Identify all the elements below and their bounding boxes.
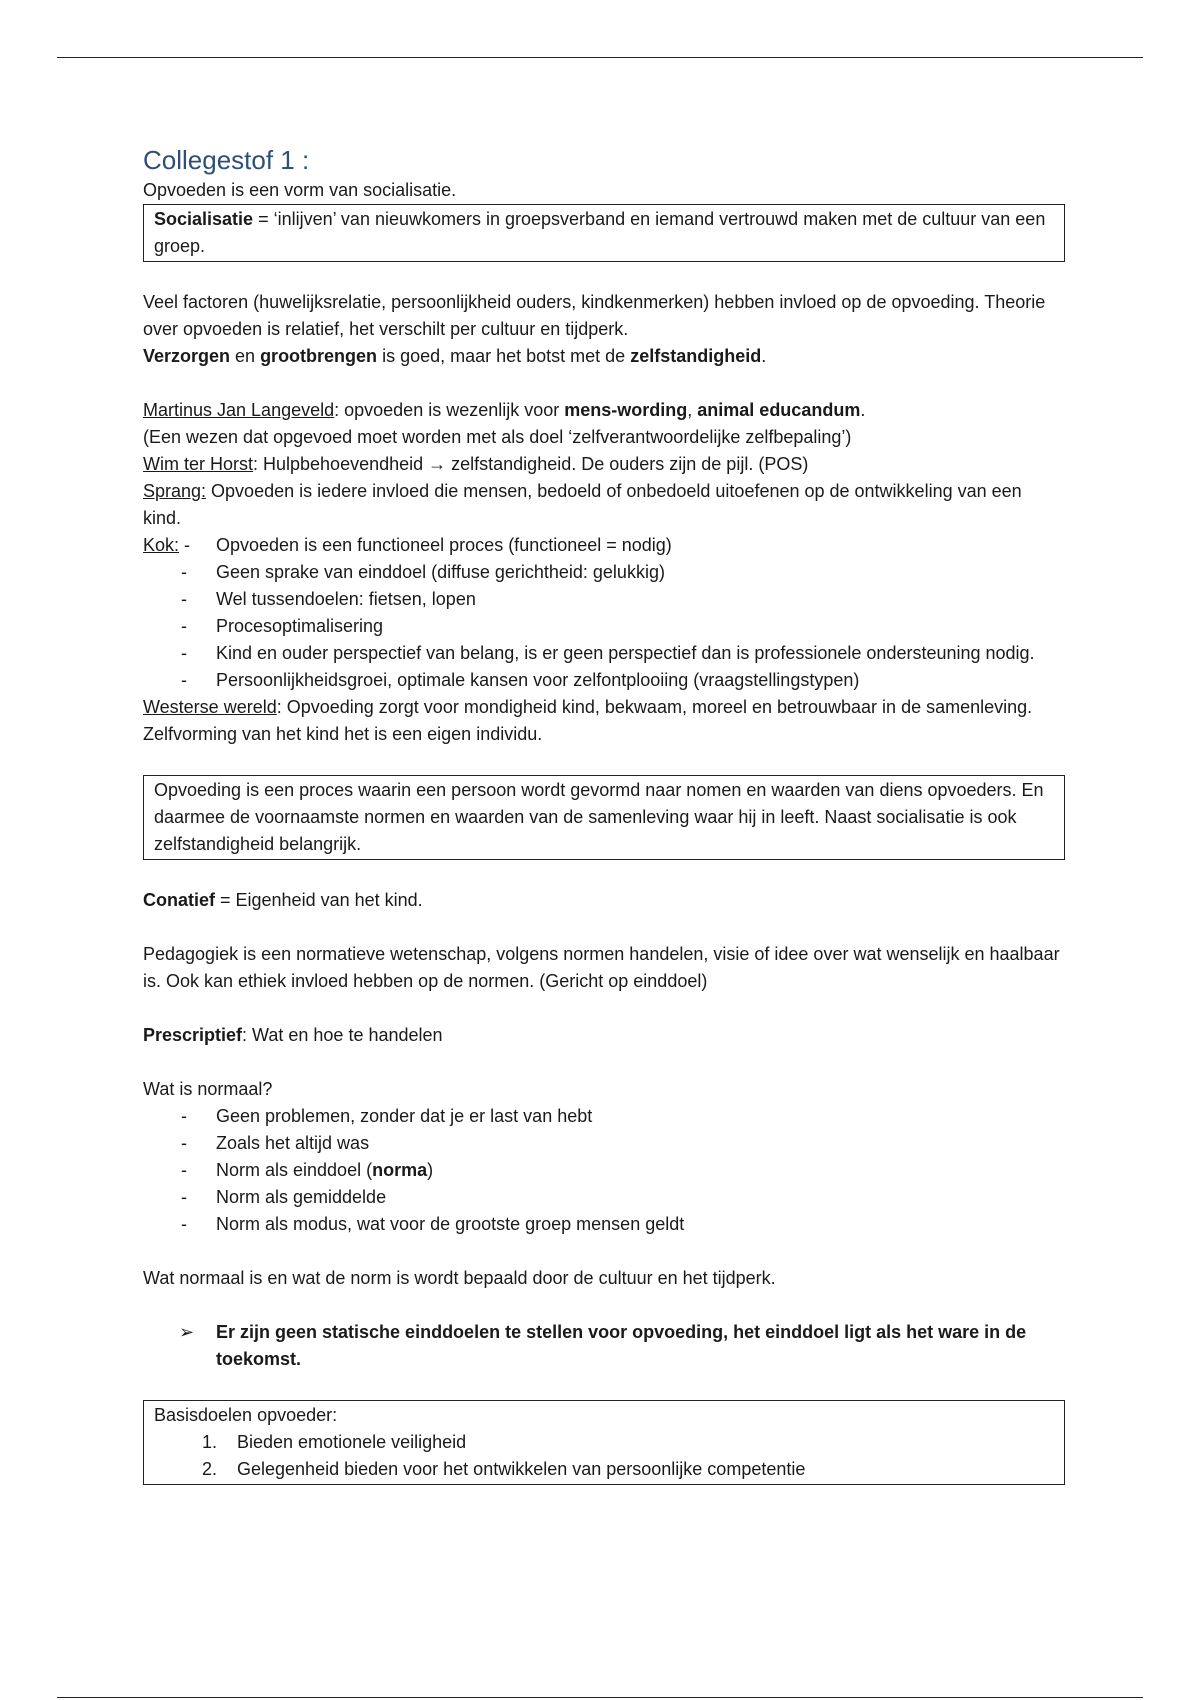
prescriptief-line: Prescriptief: Wat en hoe te handelen xyxy=(143,1025,443,1045)
langeveld-line: Martinus Jan Langeveld: opvoeden is wezenlijk voor mens-wording, animal educandum. xyxy=(143,400,866,420)
normaal-conclusion: Wat normaal is en wat de norm is wordt bepaald door de cultuur en het tijdperk. xyxy=(143,1268,776,1288)
basisdoelen-title: Basisdoelen opvoeder: xyxy=(154,1405,338,1425)
sprang-line: Sprang: Opvoeden is iedere invloed die mensen, bedoeld of onbedoeld uitoefenen op de ontwikkeling van een kind. xyxy=(143,481,1022,528)
list-item: 2. Gelegenheid bieden voor het ontwikkelen van persoonlijke competentie xyxy=(202,1459,806,1479)
document-body xyxy=(143,143,1063,1485)
intro-text: Opvoeden is een vorm van socialisatie. xyxy=(143,180,457,200)
arrow-statement: ➢ Er zijn geen statische einddoelen te stellen voor opvoeding, het einddoel ligt als het ware in de toekomst. xyxy=(143,1319,1063,1373)
list-item: - Norm als modus, wat voor de grootste groep mensen geldt xyxy=(143,1211,1063,1238)
conatief-line: Conatief = Eigenheid van het kind. xyxy=(143,890,423,910)
list-item: - Norm als gemiddelde xyxy=(143,1184,1063,1211)
author-horst: Wim ter Horst xyxy=(143,454,253,474)
langeveld-note: (Een wezen dat opgevoed moet worden met als doel ‘zelfverantwoordelijke zelfbepaling’) xyxy=(143,427,852,447)
definition-box-socialisatie xyxy=(143,204,1065,262)
list-item: - Procesoptimalisering xyxy=(143,613,1063,640)
factors-paragraph: Veel factoren (huwelijksrelatie, persoonlijkheid ouders, kindkenmerken) hebben invloed op de opvoeding. Theorie over opvoeden is relatief, het verschilt per cultuur en tijdperk. xyxy=(143,292,1046,339)
author-sprang: Sprang: xyxy=(143,481,207,501)
author-langeveld: Martinus Jan Langeveld xyxy=(143,400,335,420)
bottom-rule xyxy=(57,1697,1143,1698)
term-socialisatie: Socialisatie xyxy=(154,209,254,229)
horst-line: Wim ter Horst: Hulpbehoevendheid → zelfstandigheid. De ouders zijn de pijl. (POS) xyxy=(143,454,809,474)
list-item: - Geen problemen, zonder dat je er last van hebt xyxy=(143,1103,1063,1130)
author-kok: Kok: xyxy=(143,535,180,555)
definition-socialisatie: = ‘inlijven’ van nieuwkomers in groepsverband en iemand vertrouwd maken met de cultuur van een groep. xyxy=(154,209,1046,256)
list-item: - Norm als einddoel (norma) xyxy=(143,1157,1063,1184)
basisdoelen-list xyxy=(154,1429,1054,1483)
list-item: - Persoonlijkheidsgroei, optimale kansen voor zelfontplooiing (vraagstellingstypen) xyxy=(143,667,1063,694)
page-title: Collegestof 1 : xyxy=(143,145,310,175)
list-item: - Geen sprake van einddoel (diffuse gerichtheid: gelukkig) xyxy=(143,559,1063,586)
definition-box-opvoeding: Opvoeding is een proces waarin een persoon wordt gevormd naar nomen en waarden van diens opvoeders. En daarmee de voornaamste normen en waarden van de samenleving waar hij in leeft. Naast socialisatie is ook zelfstandigheid belangrijk. xyxy=(143,775,1065,860)
pedagogiek-paragraph: Pedagogiek is een normatieve wetenschap, volgens normen handelen, visie of idee over wat wenselijk en haalbaar is. Ook kan ethiek invloed hebben op de normen. (Gericht op einddoel) xyxy=(143,944,1060,991)
list-item: - Kind en ouder perspectief van belang, is er geen perspectief dan is professionele ondersteuning nodig. xyxy=(143,640,1063,667)
kok-line: Kok: - Opvoeden is een functioneel proces (functioneel = nodig) xyxy=(143,532,1063,559)
normaal-question: Wat is normaal? xyxy=(143,1079,273,1099)
list-item: 1. Bieden emotionele veiligheid xyxy=(202,1432,467,1452)
kok-list xyxy=(143,559,1063,694)
author-westerse: Westerse wereld xyxy=(143,697,277,717)
basisdoelen-box xyxy=(143,1400,1065,1485)
westerse-line: Westerse wereld: Opvoeding zorgt voor mondigheid kind, bekwaam, moreel en betrouwbaar in de samenleving. Zelfvorming van het kind het is een eigen individu. xyxy=(143,697,1033,744)
top-rule xyxy=(57,57,1143,58)
verzorgen-paragraph: Verzorgen en grootbrengen is goed, maar het botst met de zelfstandigheid. xyxy=(143,346,767,366)
list-item: - Wel tussendoelen: fietsen, lopen xyxy=(143,586,1063,613)
kok-first-item: Opvoeden is een functioneel proces (functioneel = nodig) xyxy=(216,535,672,555)
list-item: - Zoals het altijd was xyxy=(143,1130,1063,1157)
normaal-list xyxy=(143,1103,1063,1238)
